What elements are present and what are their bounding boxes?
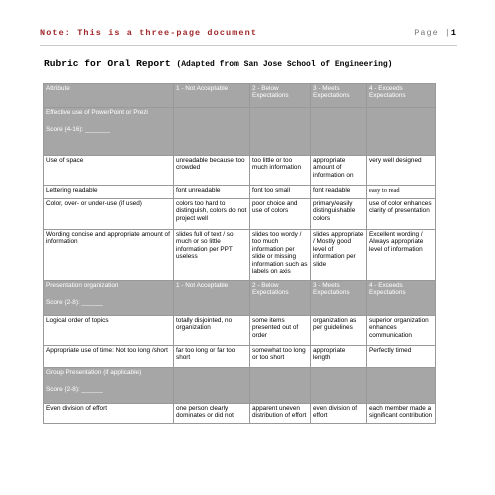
title-subtitle: (Adapted from San Jose School of Engineering)	[176, 60, 393, 69]
section-header-row	[44, 108, 436, 156]
rating-cell: slides appropriate / Mostly good level of information per slide	[311, 230, 367, 281]
section-cell	[44, 108, 174, 156]
table-row	[44, 199, 436, 230]
section-filler	[311, 108, 367, 156]
table-row	[44, 404, 436, 424]
rating-cell: one person clearly dominates or did not	[174, 404, 250, 424]
section-score: Score (4-16): _______	[46, 126, 110, 134]
rating-cell: totally disjointed, no organization	[174, 316, 250, 346]
rating-cell: appropriate length	[311, 346, 367, 368]
section-filler	[174, 368, 250, 404]
section-name: Group Presentation (if applicable)	[46, 369, 142, 376]
column-header-level-4: 4 - Exceeds Expectations	[367, 84, 436, 108]
column-header-level-2: 2 - Below Expectations	[250, 281, 311, 316]
table-row	[44, 230, 436, 281]
column-header-level-3: 3 - Meets Expectations	[311, 281, 367, 316]
rating-cell: even division of effort	[311, 404, 367, 424]
table-row	[44, 316, 436, 346]
attribute-cell: Appropriate use of time: Not too long /short	[44, 346, 174, 368]
rating-cell: organization as per guidelines	[311, 316, 367, 346]
rating-cell: slides too wordy / too much information per slide or missing information such as labels on axis	[250, 230, 311, 281]
section-score: Score (2-8): ______	[46, 386, 103, 394]
column-header-level-1: 1 - Not Acceptable	[174, 281, 250, 316]
column-header-level-1: 1 - Not Acceptable	[174, 84, 250, 108]
rating-cell: too little or too much information	[250, 156, 311, 186]
page-indicator	[414, 28, 457, 38]
rating-cell: unreadable because too crowded	[174, 156, 250, 186]
rating-cell: Perfectly timed	[367, 346, 436, 368]
section-name: Presentation organization	[46, 282, 119, 289]
title-main: Rubric for Oral Report	[44, 58, 171, 69]
rating-cell: some items presented out of order	[250, 316, 311, 346]
rating-cell: slides full of text / so much or so little information per PPT useless	[174, 230, 250, 281]
page-number: 1	[450, 28, 457, 38]
document-title	[44, 58, 392, 69]
rating-cell: each member made a significant contribution	[367, 404, 436, 424]
rating-cell: poor choice and use of colors	[250, 199, 311, 230]
rating-cell: font readable	[311, 186, 367, 199]
rating-cell: font too small	[250, 186, 311, 199]
section-header-row	[44, 281, 436, 316]
page-header	[40, 25, 457, 46]
rating-cell: appropriate amount of information on	[311, 156, 367, 186]
section-filler	[174, 108, 250, 156]
rating-cell: primary/easily distinguishable colors	[311, 199, 367, 230]
document-note: Note: This is a three-page document	[40, 28, 258, 38]
attribute-cell: Even division of effort	[44, 404, 174, 424]
column-header-level-4: 4 - Exceeds Expectations	[367, 281, 436, 316]
column-header-level-2: 2 - Below Expectations	[250, 84, 311, 108]
attribute-cell: Use of space	[44, 156, 174, 186]
page-label: Page |	[414, 28, 451, 38]
column-header-level-3: 3 - Meets Expectations	[311, 84, 367, 108]
rating-cell: easy to read	[367, 186, 436, 199]
rating-cell: colors too hard to distinguish, colors do not project well	[174, 199, 250, 230]
section-cell	[44, 368, 174, 404]
attribute-cell: Color, over- or under-use (if used)	[44, 199, 174, 230]
section-filler	[250, 368, 311, 404]
rating-cell: use of color enhances clarity of presentation	[367, 199, 436, 230]
section-header-row	[44, 368, 436, 404]
table-row	[44, 186, 436, 199]
section-score: Score (2-8): ______	[46, 299, 103, 307]
rating-cell: somewhat too long or too short	[250, 346, 311, 368]
rating-cell: superior organization enhances communication	[367, 316, 436, 346]
rating-cell: font unreadable	[174, 186, 250, 199]
column-header-row	[44, 84, 436, 108]
rubric-table	[43, 83, 436, 424]
section-name: Effective use of PowerPoint or Prezi	[46, 109, 148, 116]
rating-cell: Excellent wording / Always appropriate level of information	[367, 230, 436, 281]
rating-cell: very well designed	[367, 156, 436, 186]
table-row	[44, 156, 436, 186]
section-cell	[44, 281, 174, 316]
section-filler	[367, 368, 436, 404]
attribute-cell: Logical order of topics	[44, 316, 174, 346]
attribute-cell: Lettering readable	[44, 186, 174, 199]
section-filler	[367, 108, 436, 156]
column-header-attribute: Attribute	[44, 84, 174, 108]
rating-cell: apparent uneven distribution of effort	[250, 404, 311, 424]
table-row	[44, 346, 436, 368]
section-filler	[311, 368, 367, 404]
rating-cell: far too long or far too short	[174, 346, 250, 368]
section-filler	[250, 108, 311, 156]
attribute-cell: Wording concise and appropriate amount of information	[44, 230, 174, 281]
